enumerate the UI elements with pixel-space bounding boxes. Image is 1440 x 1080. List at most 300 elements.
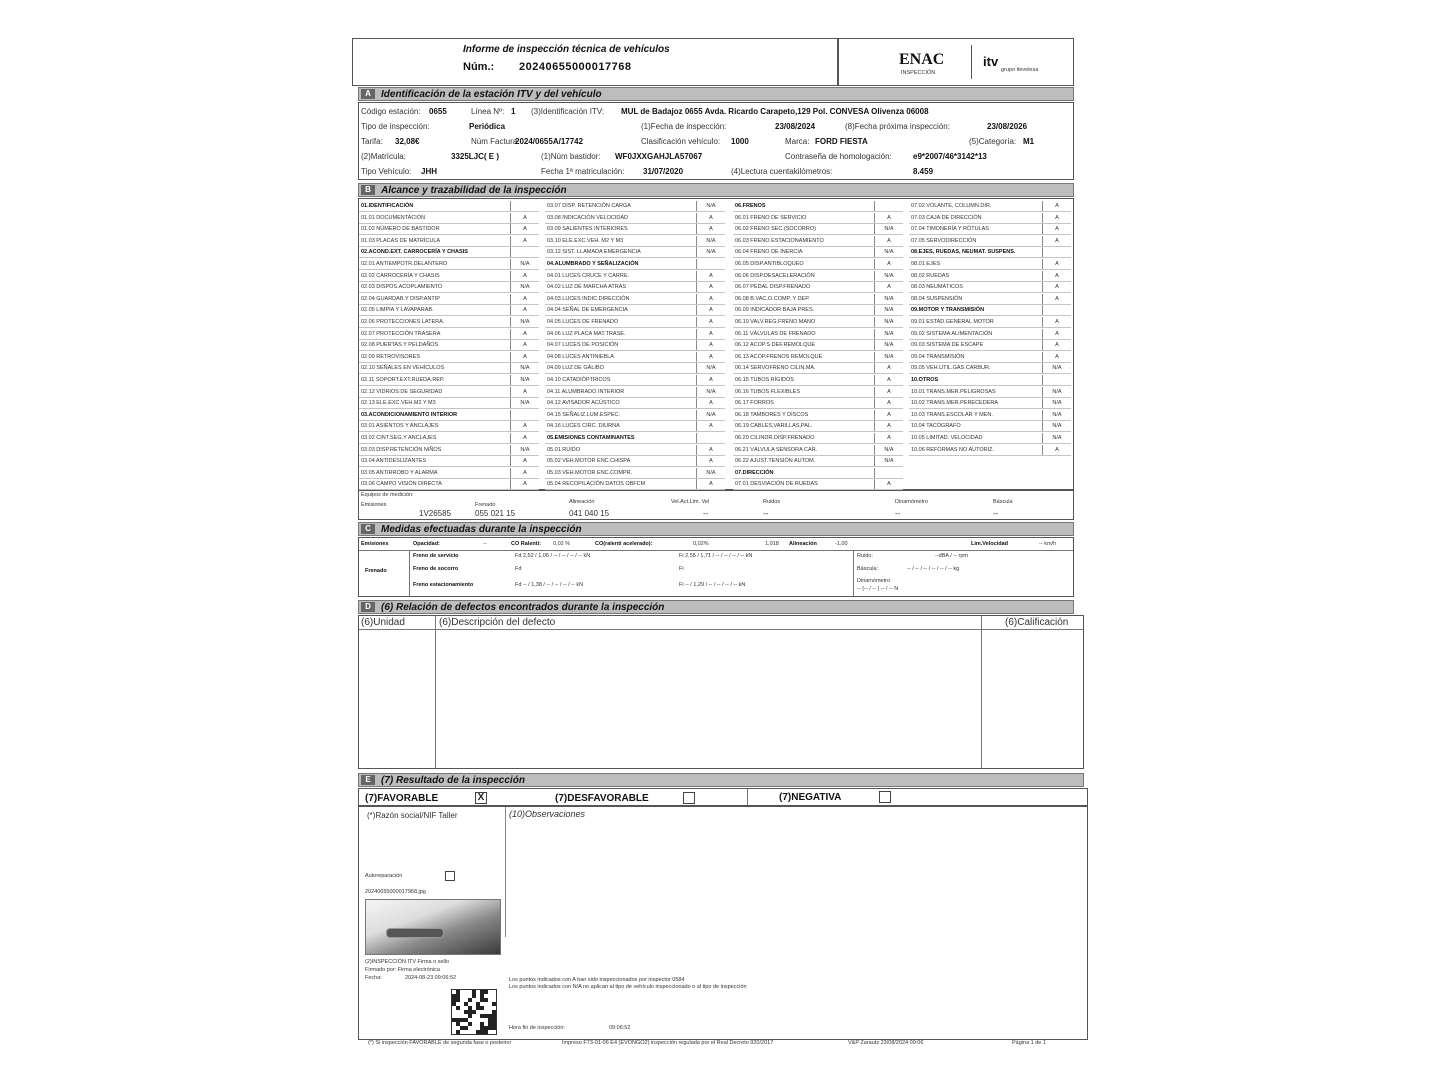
qr-code <box>451 989 497 1035</box>
note-a: Los puntos indicados con A han sido inspeccionados por inspector 0584 <box>509 977 685 983</box>
section-c-header <box>358 522 1074 536</box>
scope-item <box>359 271 539 282</box>
matricula: 3325LJC( E ) <box>451 152 500 161</box>
equipo-emisiones-label: Emisiones <box>361 502 387 508</box>
scope-item <box>545 456 725 467</box>
scope-item-value: A <box>696 375 725 385</box>
section-b-title: Alcance y trazabilidad de la inspección <box>381 185 567 196</box>
scope-item-value: N/A <box>1042 410 1071 420</box>
scope-item-label: 01.01 DOCUMENTACIÓN <box>361 214 426 221</box>
scope-group-header <box>359 247 539 258</box>
scope-item-value: A <box>696 282 725 292</box>
cuentakilometros-label: (4)Lectura cuentakilómetros: <box>731 167 833 176</box>
scope-item-value: N/A <box>1042 398 1071 408</box>
scope-item-value: A <box>874 433 903 443</box>
scope-item-label: 01.02 NÚMERO DE BASTIDOR <box>361 226 440 233</box>
equipo-alineacion-label: Alineación <box>569 499 595 505</box>
scope-item <box>359 224 539 235</box>
scope-item-label: 03.04 ANTIDESLIZANTES <box>361 458 427 465</box>
scope-item-label: 04.11 ALUMBRADO INTERIOR <box>547 388 625 395</box>
scope-item <box>545 282 725 293</box>
fecha-matriculacion: 31/07/2020 <box>643 167 684 176</box>
scope-item <box>733 363 903 374</box>
scope-item <box>545 421 725 432</box>
scope-item <box>733 375 903 386</box>
scope-item <box>545 224 725 235</box>
scope-item-value: N/A <box>874 329 903 339</box>
qr-module <box>480 1006 484 1010</box>
scope-item-label: 06.13 ACOP.FRENOS REMOLQUE <box>735 353 823 360</box>
scope-item <box>733 224 903 235</box>
scope-item <box>909 294 1071 305</box>
scope-item-label: 08.02 RUEDAS <box>911 272 950 279</box>
logos-box <box>838 38 1074 86</box>
scope-item-label: 10.02 TRANS.MER.PERECEDERA <box>911 400 999 407</box>
tipo-vehiculo-label: Tipo Vehículo: <box>361 167 412 176</box>
scope-item <box>359 456 539 467</box>
scope-item <box>733 421 903 432</box>
scope-item-value: A <box>874 421 903 431</box>
scope-item-label: 04.10 CATADIÓPTRICOS <box>547 377 611 383</box>
medidas-bascula: -- / -- / -- / -- / -- / -- kg <box>907 566 960 572</box>
categoria: M1 <box>1023 137 1035 146</box>
scope-item-label: 08.04 SUSPENSIÓN <box>911 295 963 302</box>
report-number: 20240655000017768 <box>519 61 632 73</box>
scope-item <box>359 421 539 432</box>
scope-item-label: 06.15 TUBOS RÍGIDOS <box>735 377 794 383</box>
vehicle-photo <box>365 899 501 955</box>
scope-item-value: N/A <box>696 468 725 478</box>
scope-item-label: 03.01 ASIENTOS Y ANCLAJES <box>361 423 439 430</box>
scope-item <box>733 398 903 409</box>
negativa-label: (7)NEGATIVA <box>779 792 842 803</box>
scope-item-label: 02.03 DISPOS.ACOPLAMIENTO <box>361 284 443 291</box>
scope-item <box>545 445 725 456</box>
fecha-proxima-label: (8)Fecha próxima inspección: <box>845 122 950 131</box>
scope-item-value: N/A <box>874 294 903 304</box>
scope-item-label: 06.18 TAMBORES Y DISCOS <box>735 411 809 418</box>
scope-item <box>545 317 725 328</box>
scope-item-value: N/A <box>874 247 903 257</box>
scope-item-label: 03.03 DISP.RETENCIÓN NIÑOS <box>361 446 442 453</box>
scope-item-value: A <box>696 305 725 315</box>
scope-item <box>733 259 903 270</box>
scope-item-value: N/A <box>874 352 903 362</box>
scope-item-label: 04.15 SEÑALIZ.LUM.ESPEC. <box>547 411 621 418</box>
scope-item <box>909 363 1071 374</box>
scope-item-value: A <box>696 224 725 234</box>
equipo-dinamometro: -- <box>895 509 901 518</box>
opacidad-label: Opacidad: <box>413 541 440 547</box>
scope-item <box>909 398 1071 409</box>
scope-item-value: A <box>696 421 725 431</box>
codigo-estacion: 0655 <box>429 107 447 116</box>
section-c-letter: C <box>361 524 375 534</box>
scope-item-value: N/A <box>874 340 903 350</box>
scope-item <box>909 387 1071 398</box>
section-a-letter: A <box>361 89 375 99</box>
scope-item-label: 03.09 SALIENTES INTERIORES <box>547 226 628 233</box>
section-c-body <box>358 537 1074 597</box>
footer-note: (*) Si inspección FAVORABLE de segunda fase o posterior <box>368 1040 512 1046</box>
scope-item <box>359 329 539 340</box>
autoreparacion-checkbox[interactable] <box>445 871 455 881</box>
equipo-alineacion: 041 040 15 <box>569 509 610 518</box>
medidas-frenado-label: Frenado <box>365 568 387 574</box>
scope-item-label: 03.07 DISP. RETENCIÓN CARGA <box>547 203 631 209</box>
scope-item <box>359 213 539 224</box>
scope-item-value <box>1042 375 1071 385</box>
scope-item-label: 02.ACOND.EXT. CARROCERÍA Y CHASIS <box>361 249 468 256</box>
scope-item-label: 03.10 ELE.EXC.VEH. M2 Y M3 <box>547 237 624 244</box>
marca-label: Marca: <box>785 137 810 146</box>
scope-item-label: 09.05 VEH.UTIL.GAS CARBUR. <box>911 365 991 372</box>
scope-item-value: N/A <box>874 271 903 281</box>
freno-socorro-fi: Fi <box>679 566 684 572</box>
scope-item-value: A <box>510 468 539 478</box>
scope-item-label: 10.01 TRANS.MER.PELIGROSAS <box>911 388 996 395</box>
scope-item-value: A <box>1042 445 1071 455</box>
scope-item-value: A <box>1042 271 1071 281</box>
clasificacion: 1000 <box>731 137 749 146</box>
scope-item-value <box>696 433 725 443</box>
scope-item <box>733 282 903 293</box>
medidas-emisiones-label: Emisiones <box>361 541 389 547</box>
scope-item <box>359 259 539 270</box>
scope-item-value: N/A <box>874 224 903 234</box>
scope-item <box>733 340 903 351</box>
medidas-ruido-label: Ruido: <box>857 553 873 559</box>
scope-item <box>359 479 539 490</box>
scope-item-label: 09.04 TRANSMISIÓN <box>911 353 965 360</box>
scope-item <box>909 236 1071 247</box>
scope-item <box>909 224 1071 235</box>
freno-servicio-fi: Fi 2,55 / 1,71 / -- / -- / -- / -- kN <box>679 553 753 559</box>
scope-item-value: N/A <box>1042 363 1071 373</box>
scope-item-value: N/A <box>696 410 725 420</box>
tipo-vehiculo: JHH <box>421 167 438 176</box>
qr-module <box>472 994 476 998</box>
scope-item-label: 02.04 GUARDAB.Y DISP.ANTIP <box>361 295 440 302</box>
scope-item <box>733 236 903 247</box>
scope-item-value <box>510 247 539 257</box>
footer-form-code: Impreso F73-01-06 E4 (EVONGO2) inspección regulada por el Real Decreto 920/2017 <box>562 1040 774 1046</box>
scope-item-label: 03.ACONDICIONAMIENTO INTERIOR <box>361 411 458 418</box>
scope-item <box>545 468 725 479</box>
scope-item-value: A <box>1042 259 1071 269</box>
lim-velocidad: -- km/h <box>1039 541 1057 547</box>
equipo-bascula-label: Báscula <box>993 499 1013 505</box>
scope-item <box>545 340 725 351</box>
scope-item-value: A <box>510 236 539 246</box>
scope-item-value: N/A <box>696 387 725 397</box>
scope-item-value: A <box>696 213 725 223</box>
scope-group-header <box>545 433 725 444</box>
scope-group-header <box>359 201 539 212</box>
scope-item-value <box>696 259 725 269</box>
scope-item-label: 02.10 SEÑALES EN VEHÍCULOS <box>361 365 445 372</box>
tarifa: 32,08€ <box>395 137 420 146</box>
scope-item-value <box>510 410 539 420</box>
scope-item-value: A <box>874 363 903 373</box>
equipo-bascula: -- <box>993 509 999 518</box>
scope-item-value: A <box>510 340 539 350</box>
scope-item <box>733 352 903 363</box>
scope-item <box>733 317 903 328</box>
scope-item-label: 07.01 DESVIACIÓN DE RUEDAS <box>735 481 818 488</box>
desfavorable-checkbox[interactable] <box>683 792 695 804</box>
firma-fecha-label: Fecha: <box>365 975 382 981</box>
result-row <box>358 788 1088 806</box>
scope-group-header <box>909 375 1071 386</box>
lambda: 1,018 <box>765 541 779 547</box>
scope-item-value: A <box>510 433 539 443</box>
freno-servicio-label: Freno de servicio <box>413 553 459 559</box>
scope-item-value: N/A <box>1042 421 1071 431</box>
scope-item <box>733 271 903 282</box>
scope-item-label: 06.05 DISP.ANTIBLOQUEO <box>735 261 804 267</box>
identificacion: MUL de Badajoz 0655 Avda. Ricardo Carapeto,129 Pol. CONVESA Olivenza 06008 <box>621 107 929 116</box>
scope-item-value: N/A <box>696 236 725 246</box>
scope-item-label: 06.06 DISP.DESACELERACIÓN <box>735 272 815 279</box>
scope-item-value: A <box>874 375 903 385</box>
scope-item-label: 07.DIRECCIÓN <box>735 469 774 476</box>
scope-item-value: A <box>510 305 539 315</box>
scope-item-label: 06.10 VALV.REG.FRENO MANO <box>735 319 816 325</box>
scope-item-value: A <box>1042 340 1071 350</box>
scope-item <box>359 387 539 398</box>
scope-item-label: 07.03 CAJA DE DIRECCIÓN <box>911 214 982 221</box>
scope-item-value: A <box>510 224 539 234</box>
defects-table <box>358 615 1084 769</box>
scope-item-value: N/A <box>696 247 725 257</box>
scope-item <box>359 445 539 456</box>
scope-item <box>359 398 539 409</box>
equipos-label: Equipos de medición: <box>361 492 414 498</box>
homologacion: e9*2007/46*3142*13 <box>913 152 987 161</box>
scope-item-value: N/A <box>874 317 903 327</box>
firma-fecha: 2024-08-23 09:06:52 <box>405 975 457 981</box>
num-factura: 2024/0655A/17742 <box>515 137 584 146</box>
negativa-checkbox[interactable] <box>879 791 891 803</box>
scope-item <box>909 445 1071 456</box>
scope-item-value: A <box>696 445 725 455</box>
fecha-proxima: 23/08/2026 <box>987 122 1028 131</box>
scope-item-value: A <box>696 456 725 466</box>
scope-item <box>733 305 903 316</box>
autoreparacion-label: Autoreparación <box>365 873 403 879</box>
favorable-label: (7)FAVORABLE <box>365 793 439 804</box>
scope-item <box>733 433 903 444</box>
scope-item <box>909 329 1071 340</box>
scope-item-label: 06.FRENOS <box>735 203 766 209</box>
marca: FORD FIESTA <box>815 137 868 146</box>
homologacion-label: Contraseña de homologación: <box>785 152 892 161</box>
equipo-frenado: 055 021 15 <box>475 509 516 518</box>
section-d-letter: D <box>361 602 375 612</box>
qr-module <box>464 1026 468 1030</box>
scope-item <box>359 282 539 293</box>
qr-module <box>468 1014 472 1018</box>
scope-item-label: 04.16 LUCES CIRC. DIURNA <box>547 423 620 430</box>
scope-item <box>545 201 725 212</box>
scope-item-label: 06.12 ACOP.S.DEF.REMOLQUE <box>735 342 815 349</box>
scope-group-header <box>359 410 539 421</box>
report-title: Informe de inspección técnica de vehículos <box>463 44 670 55</box>
scope-item-value: A <box>696 352 725 362</box>
scope-item-value: A <box>874 213 903 223</box>
firma-line-1: (2)INSPECCIÓN ITV Firma o sello <box>365 959 450 965</box>
scope-item-value: A <box>1042 317 1071 327</box>
section-b-header <box>358 183 1074 197</box>
scope-item <box>909 340 1071 351</box>
scope-item <box>545 479 725 490</box>
scope-item-value: A <box>510 213 539 223</box>
scope-item-label: 02.07 PROTECCIÓN TRASERA <box>361 330 441 337</box>
scope-item-value: A <box>874 410 903 420</box>
scope-item-value: A <box>1042 224 1071 234</box>
cuentakilometros: 8.459 <box>913 167 934 176</box>
scope-item-value: A <box>510 456 539 466</box>
itv-logo: itv <box>983 54 999 69</box>
scope-group-header <box>733 201 903 212</box>
fecha-inspeccion-label: (1)Fecha de inspección: <box>641 122 727 131</box>
scope-item-value: A <box>696 294 725 304</box>
scope-item-label: 02.01 ANTIEMPOTR.DELANTERO <box>361 261 448 267</box>
scope-item-label: 09.02 SISTEMA ALIMENTACIÓN <box>911 330 993 337</box>
firma-line-2: Firmado por: Firma electrónica <box>365 967 440 973</box>
scope-item <box>733 410 903 421</box>
razon-social-label: (*)Razón social/NIF Taller <box>367 811 458 820</box>
scope-item-label: 10.06 REFORMAS NO AUTORIZ. <box>911 446 995 453</box>
qr-module <box>472 1010 476 1014</box>
scope-item-label: 03.08 INDICACIÓN VELOCIDAD <box>547 214 628 221</box>
scope-item <box>545 236 725 247</box>
scope-item <box>545 363 725 374</box>
scope-item-label: 06.03 FRENO ESTACIONAMIENTO <box>735 237 824 244</box>
scope-item <box>359 352 539 363</box>
section-b-grid <box>358 198 1074 490</box>
equipo-ruidos: -- <box>763 509 769 518</box>
enac-logo: ENAC <box>899 51 945 68</box>
bastidor-label: (1)Núm bastidor: <box>541 152 601 161</box>
defects-col-calificacion: (6)Calificación <box>1005 617 1069 628</box>
scope-item-label: 10.05 LIMITAD. VELOCIDAD <box>911 435 983 441</box>
scope-item-value: A <box>1042 201 1071 211</box>
scope-item <box>545 305 725 316</box>
scope-item <box>359 433 539 444</box>
qr-module <box>484 998 488 1002</box>
scope-item-value: A <box>874 259 903 269</box>
linea-label: Línea Nº: <box>471 107 505 116</box>
opacidad: -- <box>483 541 487 547</box>
section-d-header <box>358 600 1074 614</box>
scope-item-label: 01.IDENTIFICACIÓN <box>361 203 414 209</box>
equipo-dinamometro-label: Dinamómetro <box>895 499 929 505</box>
freno-estacionamiento-fi: Fi -- / 1,29 / -- / -- / -- / -- kN <box>679 582 746 588</box>
scope-item-value: A <box>510 479 539 489</box>
scope-item-value: N/A <box>510 317 539 327</box>
scope-item-value <box>874 468 903 478</box>
scope-item-label: 03.12 SIST. LLAMADA EMERGENCIA <box>547 249 641 256</box>
scope-item <box>733 387 903 398</box>
scope-item <box>545 398 725 409</box>
scope-item-label: 07.04 TIMONERÍA Y RÓTULAS <box>911 226 989 233</box>
scope-item-value <box>874 201 903 211</box>
scope-item-value <box>1042 305 1071 315</box>
scope-group-header <box>909 247 1071 258</box>
scope-item <box>545 294 725 305</box>
scope-item-label: 09.MOTOR Y TRANSMISIÓN <box>911 307 985 314</box>
scope-item-value <box>1042 247 1071 257</box>
scope-group-header <box>733 468 903 479</box>
equipo-frenado-label: Frenado <box>475 502 496 508</box>
scope-item <box>909 213 1071 224</box>
scope-item-label: 04.09 LUZ DE GÁLIBO <box>547 365 604 372</box>
co-ralenti-label: CO Ralentí: <box>511 541 541 547</box>
scope-item <box>359 340 539 351</box>
scope-item-label: 08.EJES, RUEDAS, NEUMAT. SUSPENS. <box>911 249 1016 256</box>
medidas-ruido: --dBA / -- rpm <box>935 553 969 559</box>
itv-logo-sub: grupo itevelesa <box>1001 67 1039 73</box>
identificacion-label: (3)Identificación ITV: <box>531 107 605 116</box>
scope-item-value: N/A <box>874 456 903 466</box>
medidas-bascula-label: Báscula: <box>857 566 879 572</box>
scope-item-value: N/A <box>510 259 539 269</box>
qr-module <box>468 998 472 1002</box>
freno-socorro-fd: Fd <box>515 566 522 572</box>
equipo-velact-label: Vel.Act.Lim. Vel <box>671 499 710 505</box>
scope-item-label: 06.08 B.VAC.O.COMP. Y DEP. <box>735 295 810 302</box>
scope-item-value: A <box>696 329 725 339</box>
scope-item-label: 01.03 PLACAS DE MATRÍCULA <box>361 237 441 244</box>
scope-item-label: 05.01 RUIDO <box>547 446 581 453</box>
scope-item-label: 10.OTROS <box>911 377 939 383</box>
medidas-alineacion: -1,00 <box>835 541 848 547</box>
scope-item-value: A <box>874 398 903 408</box>
qr-module <box>456 1030 460 1034</box>
section-c-title: Medidas efectuadas durante la inspección <box>381 524 582 535</box>
scope-item-value: A <box>1042 282 1071 292</box>
scope-item <box>909 317 1071 328</box>
scope-item-value <box>510 201 539 211</box>
equipo-emisiones: 1V26585 <box>419 509 452 518</box>
num-factura-label: Núm Factura: <box>471 137 520 146</box>
favorable-checkbox[interactable]: X <box>475 792 487 804</box>
fecha-inspeccion: 23/08/2024 <box>775 122 816 131</box>
scope-item-label: 06.01 FRENO DE SERVICIO <box>735 214 807 221</box>
scope-item <box>909 259 1071 270</box>
scope-item-label: 04.ALUMBRADO Y SEÑALIZACIÓN <box>547 261 639 267</box>
scope-item-label: 04.01 LUCES CRUCE Y CARRE. <box>547 272 630 279</box>
photo-filename: 20240655000017968.jpg <box>365 889 426 895</box>
scope-item-label: 05.02 VEH.MOTOR ENC.CHISPA <box>547 458 631 465</box>
section-b-letter: B <box>361 185 375 195</box>
medidas-alineacion-label: Alineación <box>789 541 817 547</box>
tipo-inspeccion: Periódica <box>469 122 506 131</box>
scope-item-value: A <box>696 271 725 281</box>
scope-item-value: A <box>1042 352 1071 362</box>
co-acelerado-label: CO(ralentí acelerado): <box>595 541 653 547</box>
scope-item-label: 03.02 CINT.SEG.Y ANCLAJES <box>361 435 437 441</box>
defects-col-descripcion: (6)Descripción del defecto <box>439 617 556 628</box>
scope-item-label: 09.01 ESTAD.GENERAL MOTOR <box>911 319 994 325</box>
scope-item-label: 09.03 SISTEMA DE ESCAPE <box>911 342 984 349</box>
scope-item <box>545 213 725 224</box>
scope-item-label: 10.04 TACÓGRAFO <box>911 423 961 430</box>
footer-printed: V&P Zarautz 23/08/2024 09:06 <box>848 1040 924 1046</box>
freno-estacionamiento-fd: Fd -- / 1,38 / -- / -- / -- / -- kN <box>515 582 584 588</box>
